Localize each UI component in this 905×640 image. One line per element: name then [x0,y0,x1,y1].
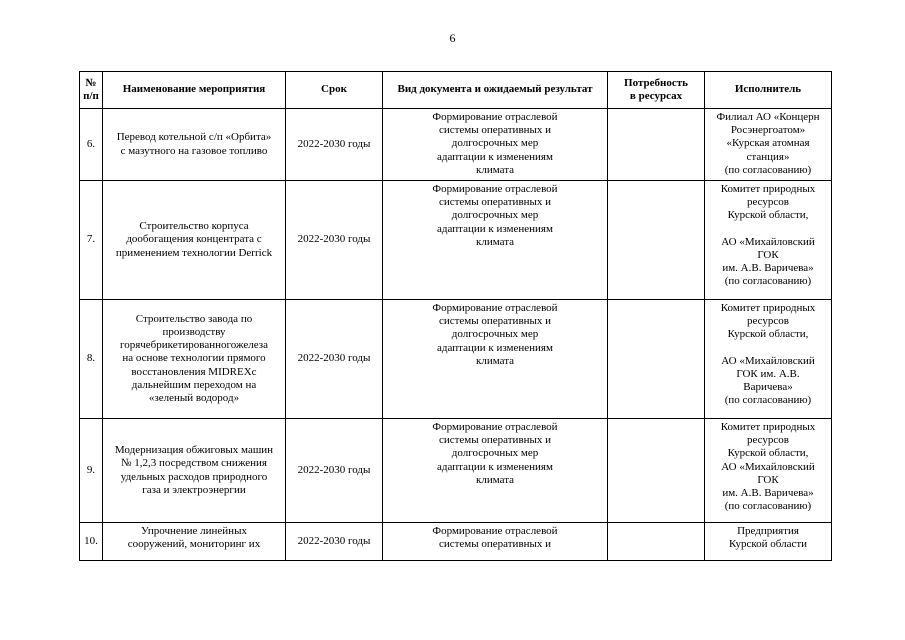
measure-name-line: Строительство завода по [135,312,253,325]
executor-cell [705,109,832,181]
table-body [80,109,832,561]
result-line: Формирование отраслевой [432,302,558,314]
term-cell: 2022-2030 годы [286,523,383,561]
result-line: адаптации к изменениям [437,341,553,354]
executor-cell [705,181,832,300]
header-executor: Исполнитель [705,72,832,109]
measure-name-cell [103,300,286,419]
measure-name-line: Упрочнение линейных [141,524,247,537]
measure-name-line: удельных расходов природного [120,470,268,483]
table-header-row [80,72,832,109]
resources-cell [608,300,705,419]
measure-name-line: дальнейшим переходом на [131,378,257,391]
result-cell [383,181,608,300]
executor-line: ресурсов [747,196,789,209]
result-line: системы оперативных и [438,124,552,137]
result-line: климата [475,163,515,176]
term-cell: 2022-2030 годы [286,300,383,419]
measure-name-line: восстановления MIDREXс [131,365,257,378]
executor-line: Курской области, [727,328,809,341]
executor-line: Варичева» [743,381,793,394]
header-need-line: Потребность [624,76,688,89]
result-line: долгосрочных мер [451,209,539,222]
result-line: Формирование отраслевой [432,525,558,537]
measure-name-line: Перевод котельной с/п «Орбита» [116,131,272,144]
page-number: 6 [449,31,456,45]
measure-name-cell [103,109,286,181]
measure-name-cell [103,419,286,523]
term-cell: 2022-2030 годы [286,109,383,181]
executor-line: Курской области, [727,447,809,460]
measures-table [79,71,832,561]
resources-cell [608,109,705,181]
header-doc: Вид документа и ожидаемый результат [383,72,608,109]
executor-cell [705,300,832,419]
executor-line: (по согласованию) [724,394,812,407]
result-line: Формирование отраслевой [432,421,558,433]
header-name: Наименование мероприятия [103,72,286,109]
table-row [80,419,832,523]
header-num-line: п/п [83,90,99,102]
measure-name-line: с мазутного на газовое топливо [120,144,268,157]
executor-line: «Курская атомная [726,137,810,150]
result-line: адаптации к изменениям [437,222,553,235]
measure-name-cell [103,181,286,300]
measure-name-line: «зеленый водород» [148,392,240,404]
header-num [80,72,103,109]
result-line: климата [475,235,515,248]
result-line: системы оперативных и [438,434,552,447]
header-term: Срок [286,72,383,109]
measure-name-line: сооружений, мониторинг их [127,537,261,550]
result-line: долгосрочных мер [451,328,539,341]
result-line: климата [475,473,515,486]
measure-name-line: на основе технологии прямого [122,352,266,365]
row-number-cell: 6. [80,109,103,181]
result-line: климата [475,354,515,367]
measure-name-line: газа и электроэнергии [142,483,246,496]
result-line: адаптации к изменениям [437,150,553,163]
table-row [80,109,832,181]
header-need-line: в ресурсах [629,90,683,102]
measure-name-line: № 1,2,3 посредством снижения [120,457,267,470]
measure-name-line: Строительство корпуса [139,220,249,233]
executor-line: (по согласованию) [724,275,812,288]
executor-line: АО «Михайловский [721,354,815,367]
result-cell [383,300,608,419]
executor-line: ГОК им. А.В. [736,367,800,380]
result-line: Формирование отраслевой [432,183,558,195]
executor-line: (по согласованию) [724,163,812,176]
executor-line: им. А.В. Варичева» [722,487,814,500]
resources-cell [608,523,705,561]
table-row [80,181,832,300]
result-cell [383,109,608,181]
executor-line [708,342,828,355]
measure-name-line: дообогащения концентрата с [126,233,262,246]
executor-line: им. А.В. Варичева» [722,262,814,275]
row-number-cell: 7. [80,181,103,300]
executor-cell [705,523,832,561]
measure-name-line: применением технологии Derrick [115,246,273,259]
result-line: системы оперативных и [438,538,552,551]
executor-line: Курской области, [727,209,809,222]
executor-line: ресурсов [747,315,789,328]
executor-cell [705,419,832,523]
measure-name-cell [103,523,286,561]
executor-line: Комитет природных [720,183,816,195]
resources-cell [608,181,705,300]
executor-line: Комитет природных [720,302,816,314]
table-row [80,523,832,561]
executor-line: Предприятия [737,525,799,537]
header-need [608,72,705,109]
measure-name-line: Модернизация обжиговых машин [114,444,274,457]
executor-line: Комитет природных [720,421,816,433]
executor-line: ресурсов [747,434,789,447]
header-num-line: № [85,76,97,89]
executor-line: ГОК [757,473,779,486]
executor-line: Филиал АО «Концерн [716,111,820,123]
result-line: системы оперативных и [438,315,552,328]
executor-line: Росэнергоатом» [730,124,806,137]
row-number-cell: 9. [80,419,103,523]
resources-cell [608,419,705,523]
row-number-cell: 10. [80,523,103,561]
executor-line: АО «Михайловский [721,460,815,473]
result-cell [383,419,608,523]
result-line: адаптации к изменениям [437,460,553,473]
table-row [80,300,832,419]
executor-line: АО «Михайловский [721,235,815,248]
term-cell: 2022-2030 годы [286,181,383,300]
executor-line: (по согласованию) [724,500,812,513]
result-line: Формирование отраслевой [432,111,558,123]
result-line: долгосрочных мер [451,137,539,150]
measure-name-line: горячебрикетированногожелеза [119,339,269,352]
result-cell [383,523,608,561]
result-line: системы оперативных и [438,196,552,209]
result-line: долгосрочных мер [451,447,539,460]
executor-line [708,223,828,236]
executor-line: станция» [746,150,790,163]
executor-line: Курской области [728,538,808,551]
term-cell: 2022-2030 годы [286,419,383,523]
row-number-cell: 8. [80,300,103,419]
measure-name-line: производству [162,325,226,338]
executor-line: ГОК [757,248,779,261]
